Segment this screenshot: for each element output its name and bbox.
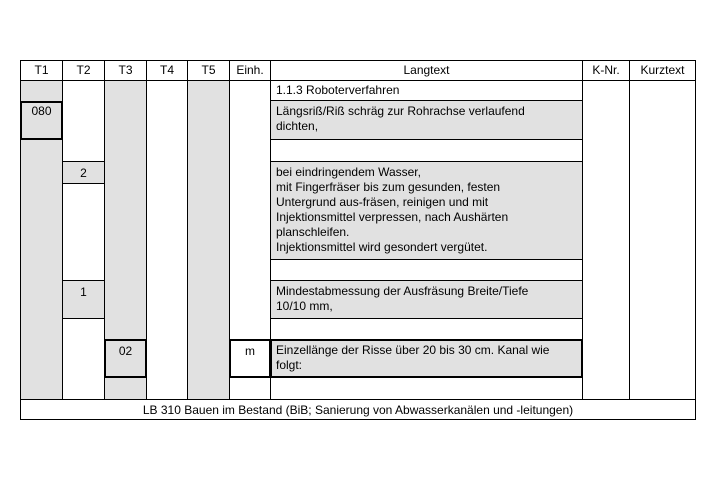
header-t3: T3 bbox=[118, 63, 133, 77]
header-divider bbox=[20, 80, 696, 81]
langtext-rule-5 bbox=[270, 280, 583, 281]
header-kurztext: Kurztext bbox=[640, 63, 685, 77]
header-einheit: Einh. bbox=[236, 63, 264, 77]
langtext-rule-2 bbox=[270, 139, 583, 140]
t2-rule-2 bbox=[62, 183, 105, 184]
langtext-item-2: bei eindringendem Wasser, mit Fingerfräser bis zum gesunden, festen Untergrund aus-fräsen, reinigen und mit Injektionsmittel verpressen, nach Aushärten planschleifen. Injektionsmittel wird gesondert vergütet. bbox=[276, 165, 509, 254]
header-t1: T1 bbox=[34, 63, 49, 77]
unit-value: m bbox=[245, 344, 255, 358]
t2-rule-4 bbox=[62, 318, 105, 319]
t2-code-b: 1 bbox=[80, 284, 87, 299]
header-t2: T2 bbox=[76, 63, 91, 77]
langtext-rule-4 bbox=[270, 259, 583, 260]
langtext-item-3: Mindestabmessung der Ausfräsung Breite/Tiefe 10/10 mm, bbox=[276, 284, 529, 313]
langtext-item-4: Einzellänge der Risse über 20 bis 30 cm. Kanal wie folgt: bbox=[276, 343, 550, 372]
t3-code: 02 bbox=[118, 344, 133, 358]
header-t5: T5 bbox=[201, 63, 216, 77]
header-knr: K-Nr. bbox=[592, 63, 620, 77]
langtext-rule-1 bbox=[270, 100, 583, 101]
header-langtext: Langtext bbox=[403, 63, 450, 77]
langtext-rule-3 bbox=[270, 161, 583, 162]
langtext-rule-6 bbox=[270, 318, 583, 319]
langtext-item-1: Längsriß/Riß schräg zur Rohrachse verlaufend dichten, bbox=[276, 104, 525, 133]
langtext-heading: 1.1.3 Roboterverfahren bbox=[276, 83, 400, 97]
t2-code-a: 2 bbox=[80, 165, 87, 180]
footer-caption: LB 310 Bauen im Bestand (BiB; Sanierung von Abwasserkanälen und -leitungen) bbox=[142, 403, 574, 417]
col-line-4 bbox=[187, 60, 188, 400]
t1-code: 080 bbox=[31, 104, 52, 118]
header-t4: T4 bbox=[159, 63, 174, 77]
col-line-8 bbox=[629, 60, 630, 400]
